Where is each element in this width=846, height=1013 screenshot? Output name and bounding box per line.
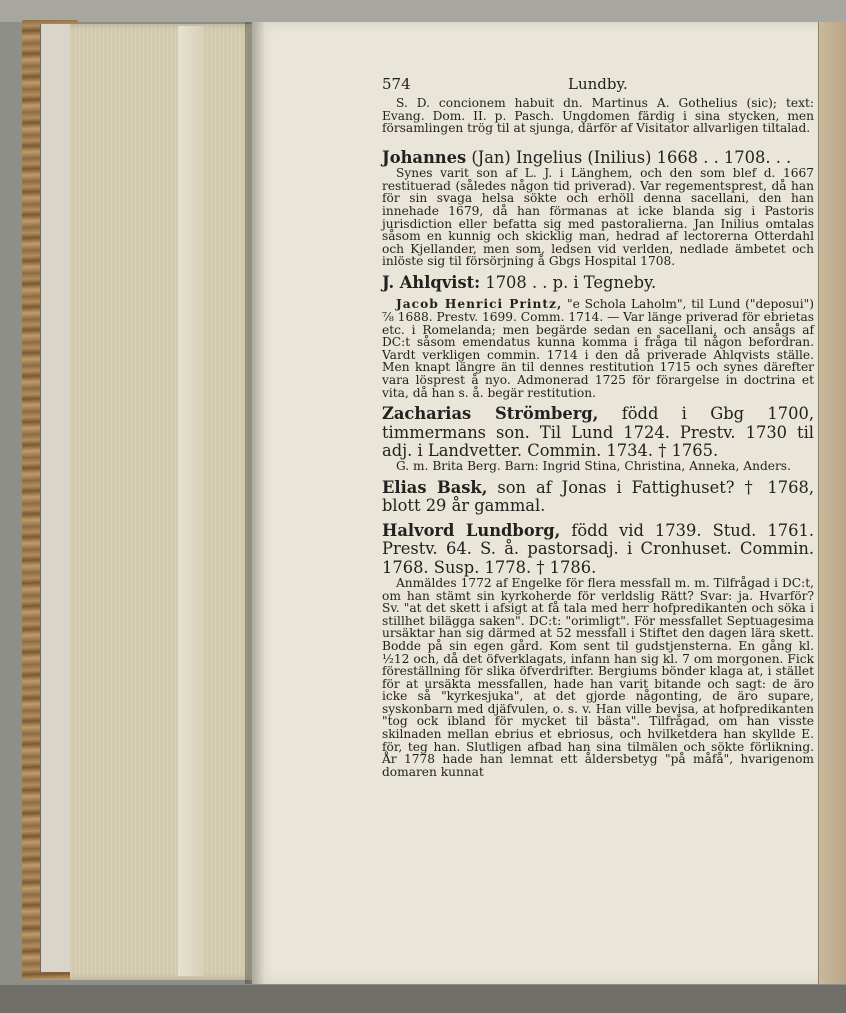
entry-name: Johannes <box>382 147 467 167</box>
paragraph-2: Synes varit son af L. J. i Länghem, och den som blef d. 1667 restituerad (således någon tid priverad). Var regementsprest, då han för sin svaga helsa sökte och erhöll denna sacellani, den han innehade 1679, då han förmanas at icke blanda sig i Pastoris jurisdiction eller befatta sig med pastoralierna. Jan Inilius omtalas såsom en kunnig och skicklig man, hedrad af lectorerna Otterdahl och Kjellander, men som, ledsen vid verlden, nedlade ämbetet och inlöste sig til försörjning å Gbgs Hospital 1708. <box>382 166 814 269</box>
paragraph-4: G. m. Brita Berg. Barn: Ingrid Stina, Christina, Anneka, Anders. <box>396 459 791 474</box>
entry-rest: född i Gbg 1700, timmermans son. Til Lund 1724. Prestv. 1730 til adj. i Landvetter. Commin. 1734. † 1765. <box>382 404 814 460</box>
entry-rest: född vid 1739. Stud. 1761. Prestv. 64. S. å. pastorsadj. i Cronhuset. Commin. 1768. Susp. 1778. † 1786. <box>382 520 814 577</box>
running-header <box>382 75 814 97</box>
header-title: Lundby. <box>568 75 628 93</box>
next-page-edge <box>818 22 846 984</box>
background-top <box>0 0 846 22</box>
page-number: 574 <box>382 75 411 93</box>
paragraph-1: S. D. concionem habuit dn. Martinus A. Gothelius (sic); text: Evang. Dom. II. p. Pasch. Ungdomen färdig i sina stycken, men församlingen trög til at sjunga, därför af Visitator allvarligen tiltalad. <box>382 96 814 136</box>
paragraph-rest: "e Schola Laholm", til Lund ("deposui") ⅞ 1688. Prestv. 1699. Comm. 1714. — Var länge priverad för ebrietas etc. i Romelanda; men begärde sedan en sacellani, och ansågs af DC:t såsom emendatus kunna komma i fråga til någon befordran. Vardt verkligen commin. 1714 i den då priverade Ahlqvists ställe. Men knapt längre än til dennes restitution 1715 och synes därefter vara lösprest å nyo. Admonerad 1725 för förargelse in doctrina et vita, då han s. å. begär restitution. <box>382 297 815 400</box>
entry-lundborg <box>382 522 814 577</box>
page-edges <box>70 24 255 980</box>
entry-rest: son af Jonas i Fattighuset? † 1768, blott 29 år gammal. <box>382 477 814 516</box>
entry-name: J. Ahlqvist: <box>382 272 481 292</box>
entry-rest: 1708 . . p. i Tegneby. <box>485 272 657 292</box>
edge-sheet <box>178 26 204 976</box>
entry-name: Elias Bask, <box>382 477 488 497</box>
background-bottom <box>0 985 846 1013</box>
entry-johannes <box>382 149 814 167</box>
entry-ahlqvist <box>382 274 814 292</box>
entry-name: Zacharias Strömberg, <box>382 404 599 424</box>
paragraph-lead: Jacob Henrici Printz, <box>396 297 563 312</box>
entry-bask <box>382 479 814 516</box>
entry-rest: (Jan) Ingelius (Inilius) 1668 . . 1708. . . <box>471 147 792 167</box>
paragraph-5: Anmäldes 1772 af Engelke för flera messfall m. m. Tilfrågad i DC:t, om han stämt sin kyrkoherde för verldslig Rätt? Svar: ja. Hvarför? Sv. "at det skett i afsigt at få tala med herr hofpredikanten och söka i stillhet bilägga saken". DC:t: "orimligt". För messfallet Septuagesima ursäktar han sig därmed at 52 messfall i Stiftet den dagen lära skett. Bodde på sin egen gård. Kom sent til gudstjensterna. En gång kl. ½12 och, då det öfverklagats, infann han sig kl. 7 om morgonen. Fick föreställning för slika öfverdrifter. Bergiums bönder klaga at, i stället för at ursäkta messfallen, hade han varit bitande och sagt: de äro icke så "kyrkesjuka", at det gjorde någonting, de äro supare, syskonbarn med djäfvulen, o. s. v. Han ville bevisa, at hofpredikanten "tog ock ibland för mycket til bästa". Tilfrågad, om han visste skilnaden mellan ebrius et ebriosus, och hvilketdera han skyllde E. för, teg han. Slutligen afbad han sina tilmälen och sökte förlikning. År 1778 hade han lemnat ett åldersbetyg "på måfå", hvarigenom domaren kunnat <box>382 575 814 779</box>
entry-name: Halvord Lundborg, <box>382 520 561 540</box>
page-text <box>382 75 814 778</box>
paragraph-3 <box>382 298 814 399</box>
entry-stromberg <box>382 405 814 460</box>
spine-shadow <box>245 22 265 984</box>
